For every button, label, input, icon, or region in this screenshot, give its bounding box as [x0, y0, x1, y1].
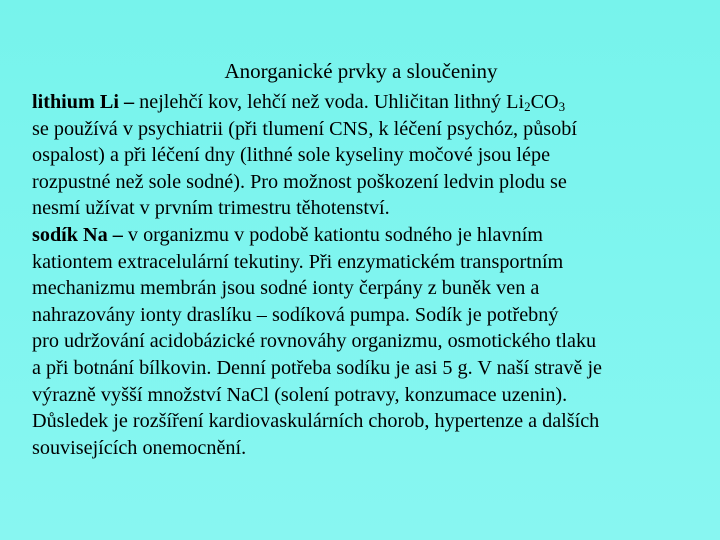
sodium-line: výrazně vyšší množství NaCl (solení potravy, konzumace uzenin). — [32, 383, 568, 406]
slide-title — [0, 58, 720, 84]
slide-title-text: Anorganické prvky a sloučeniny — [224, 59, 498, 83]
lithium-subscript-3: 3 — [558, 99, 566, 114]
lithium-line: rozpustné než sole sodné). Pro možnost poškození ledvin plodu se — [32, 170, 567, 193]
sodium-line: souvisejících onemocnění. — [32, 436, 247, 459]
lithium-line: ospalost) a při léčení dny (lithné sole kyseliny močové jsou lépe — [32, 144, 551, 167]
sodium-line: a při botnání bílkovin. Denní potřeba sodíku je asi 5 g. V naší stravě je — [32, 356, 603, 379]
lithium-line: nesmí užívat v prvním trimestru těhotenství. — [32, 197, 390, 220]
sodium-line-1 — [32, 222, 720, 249]
lithium-line: se používá v psychiatrii (při tlumení CNS, k léčení psychóz, působí — [32, 117, 577, 140]
slide-body — [32, 89, 720, 461]
sodium-dash: – — [107, 223, 128, 246]
sodium-line: Důsledek je rozšíření kardiovaskulárních chorob, hypertenze a dalších — [32, 410, 600, 433]
lithium-text-1: nejlehčí kov, lehčí než voda. Uhličitan lithný Li — [139, 91, 525, 113]
sodium-line: kationtem extracelulární tekutiny. Při enzymatickém transportním — [32, 250, 564, 273]
lithium-line-1 — [32, 89, 720, 116]
sodium-text-1: v organizmu v podobě kationtu sodného je hlavním — [127, 223, 544, 246]
sodium-term: sodík Na — [32, 223, 108, 246]
lithium-dash: – — [118, 91, 140, 113]
sodium-line: nahrazovány ionty draslíku – sodíková pumpa. Sodík je potřebný — [32, 303, 559, 326]
lithium-subscript-2: 2 — [524, 99, 531, 114]
lithium-formula-co: CO — [530, 91, 559, 113]
sodium-line: pro udržování acidobázické rovnováhy organizmu, osmotického tlaku — [32, 330, 597, 353]
lithium-term: lithium Li — [32, 91, 119, 113]
sodium-line: mechanizmu membrán jsou sodné ionty čerpány z buněk ven a — [32, 277, 540, 300]
